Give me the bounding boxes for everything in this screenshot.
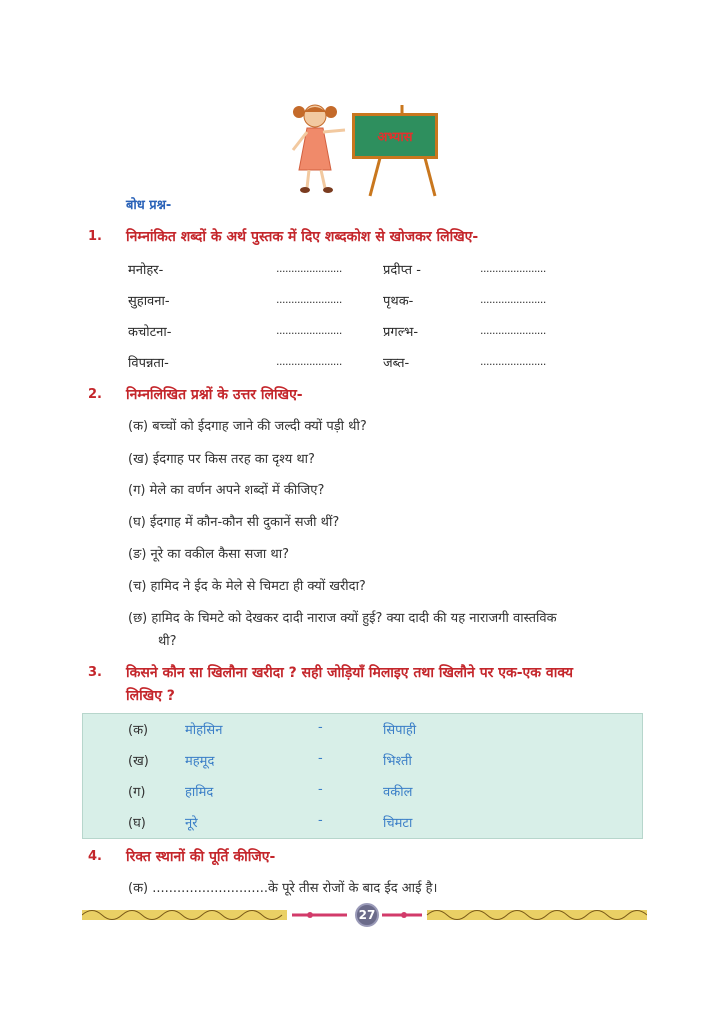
match-right: सिपाही <box>383 723 417 738</box>
match-left: मोहसिन <box>185 723 223 738</box>
match-right: वकील <box>383 785 413 800</box>
q1-blank: ...................... <box>276 262 342 275</box>
q3-text: किसने कौन सा खिलौना खरीदा ? सही जोड़ियाँ मिलाइए तथा खिलौने पर एक-एक वाक्य <box>126 665 573 681</box>
chalkboard <box>352 113 438 159</box>
q1-number: 1. <box>88 229 102 244</box>
q1-blank: ...................... <box>480 293 546 306</box>
match-right: चिमटा <box>383 816 413 831</box>
match-key: (क) <box>128 723 149 738</box>
match-dash: - <box>318 720 323 735</box>
match-key: (घ) <box>128 816 146 831</box>
q1-word: कचोटना- <box>128 325 172 340</box>
match-right: भिश्ती <box>383 754 412 769</box>
q1-word: प्रगल्भ- <box>383 325 419 340</box>
q2-item: (ङ) नूरे का वकील कैसा सजा था? <box>128 547 290 562</box>
q2-item: (क) बच्चों को ईदगाह जाने की जल्दी क्यों पड़ी थी? <box>128 419 367 434</box>
match-dash: - <box>318 782 323 797</box>
match-dash: - <box>318 751 323 766</box>
match-dash: - <box>318 813 323 828</box>
q2-item: (छ) हामिद के चिमटे को देखकर दादी नाराज क्यों हुई? क्या दादी की यह नाराजगी वास्तविक <box>128 611 557 626</box>
q1-word: जब्त- <box>383 356 410 371</box>
q4-fill-line: (क) ............................के पूरे तीस रोजों के बाद ईद आई है। <box>128 881 438 896</box>
page-number: 27 <box>355 903 379 927</box>
q1-text: निम्नांकित शब्दों के अर्थ पुस्तक में दिए शब्दकोश से खोजकर लिखिए- <box>126 229 479 245</box>
matching-table <box>82 713 643 839</box>
match-left: नूरे <box>185 816 198 831</box>
q2-item: (ख) ईदगाह पर किस तरह का दृश्य था? <box>128 452 315 467</box>
section-label: बोध प्रश्न- <box>126 198 172 213</box>
q1-blank: ...................... <box>480 355 546 368</box>
q4-text: रिक्त स्थानों की पूर्ति कीजिए- <box>126 849 276 865</box>
q2-number: 2. <box>88 387 102 402</box>
q2-item-continued: थी? <box>158 634 177 649</box>
q1-blank: ...................... <box>276 324 342 337</box>
q4-number: 4. <box>88 849 102 864</box>
q1-word: मनोहर- <box>128 263 164 278</box>
q2-text: निम्नलिखित प्रश्नों के उत्तर लिखिए- <box>126 387 303 403</box>
q1-word: सुहावना- <box>128 294 170 309</box>
q2-item: (च) हामिद ने ईद के मेले से चिमटा ही क्यों खरीदा? <box>128 579 366 594</box>
q1-word: विपन्नता- <box>128 356 169 371</box>
q1-blank: ...................... <box>480 324 546 337</box>
match-key: (ग) <box>128 785 146 800</box>
q1-blank: ...................... <box>480 262 546 275</box>
q1-blank: ...................... <box>276 293 342 306</box>
q3-text-continued: लिखिए ? <box>126 688 175 704</box>
q2-item: (ग) मेले का वर्णन अपने शब्दों में कीजिए? <box>128 483 325 498</box>
match-key: (ख) <box>128 754 149 769</box>
match-left: हामिद <box>185 785 214 800</box>
q1-blank: ...................... <box>276 355 342 368</box>
board-label: अभ्यास <box>377 130 413 145</box>
q3-number: 3. <box>88 665 102 680</box>
match-left: महमूद <box>185 754 215 769</box>
q1-word: प्रदीप्त - <box>383 263 421 278</box>
q1-word: पृथक- <box>383 294 414 309</box>
q2-item: (घ) ईदगाह में कौन-कौन सी दुकानें सजी थीं? <box>128 515 340 530</box>
